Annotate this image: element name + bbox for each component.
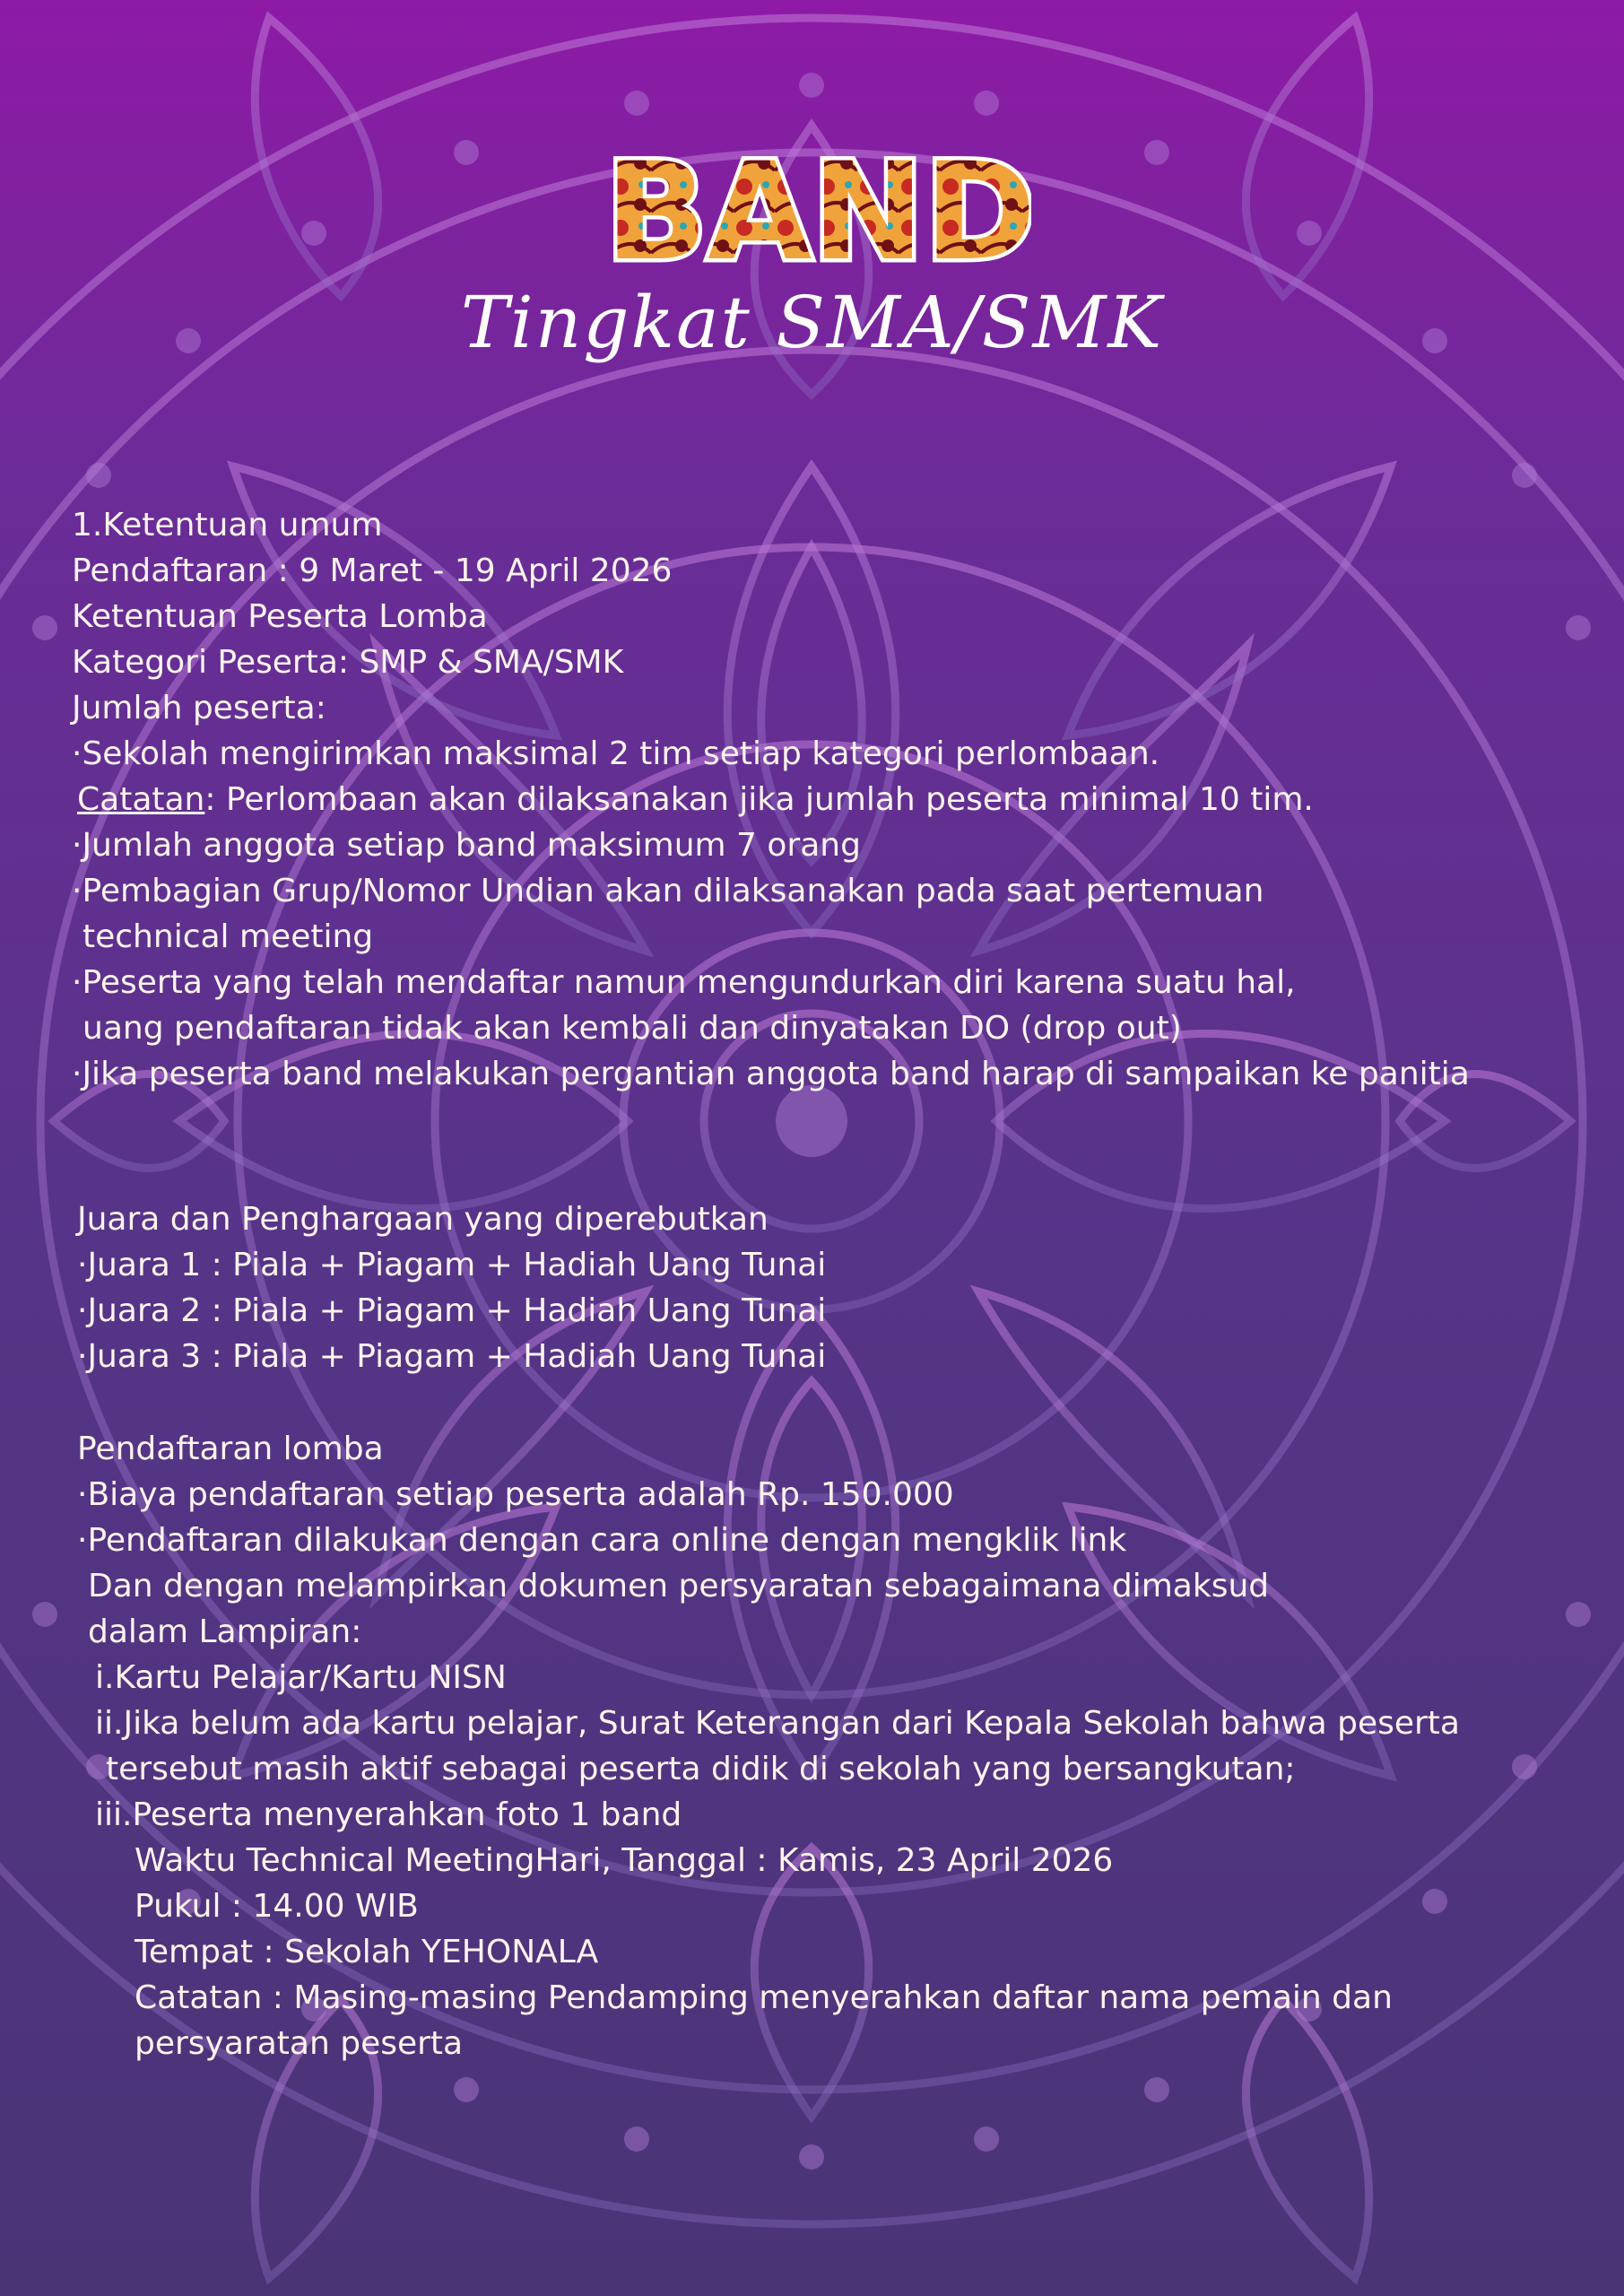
technical-meeting-place: Tempat : Sekolah YEHONALA (135, 1934, 599, 1970)
rule-item-continuation: technical meeting (83, 918, 374, 955)
award-item: ·Juara 1 : Piala + Piagam + Hadiah Uang Tunai (77, 1247, 827, 1283)
section-heading: 1.Ketentuan umum (72, 507, 383, 544)
requirement-item: i.Kartu Pelajar/Kartu NISN (95, 1659, 507, 1696)
participant-count-heading: Jumlah peserta: (72, 690, 326, 726)
rule-item: ·Pembagian Grup/Nomor Undian akan dilaksanakan pada saat pertemuan (72, 873, 1264, 909)
award-item: ·Juara 2 : Piala + Piagam + Hadiah Uang Tunai (77, 1292, 827, 1329)
rule-item: ·Jika peserta band melakukan pergantian anggota band harap di sampaikan ke panitia (72, 1056, 1470, 1092)
technical-meeting-time: Pukul : 14.00 WIB (135, 1888, 419, 1925)
page-subtitle: Tingkat SMA/SMK (460, 281, 1164, 364)
note-label: Catatan (77, 781, 205, 818)
registration-online-continuation: dalam Lampiran: (88, 1613, 362, 1650)
band-logo (610, 135, 1031, 278)
rule-item: ·Sekolah mengirimkan maksimal 2 tim setiap kategori perlombaan. (72, 735, 1160, 772)
requirement-item: ii.Jika belum ada kartu pelajar, Surat Keterangan dari Kepala Sekolah bahwa peserta (95, 1705, 1460, 1742)
registration-online: ·Pendaftaran dilakukan dengan cara online dengan mengklik link (77, 1522, 1127, 1559)
registration-heading: Pendaftaran lomba (77, 1431, 384, 1467)
requirement-item: iii.Peserta menyerahkan foto 1 band (95, 1796, 682, 1833)
final-note: Catatan : Masing-masing Pendamping menyerahkan daftar nama pemain dan (135, 1979, 1393, 2016)
rule-item-continuation: uang pendaftaran tidak akan kembali dan dinyatakan DO (drop out) (83, 1010, 1182, 1047)
note-text: : Perlombaan akan dilaksanakan jika jumlah peserta minimal 10 tim. (204, 781, 1314, 818)
technical-meeting-date: Waktu Technical MeetingHari, Tanggal : Kamis, 23 April 2026 (135, 1842, 1114, 1879)
participant-rules-heading: Ketentuan Peserta Lomba (72, 598, 488, 635)
rule-item: ·Jumlah anggota setiap band maksimum 7 orang (72, 827, 861, 864)
award-item: ·Juara 3 : Piala + Piagam + Hadiah Uang Tunai (77, 1338, 827, 1375)
participant-category: Kategori Peserta: SMP & SMA/SMK (72, 644, 624, 681)
band-logo-art (610, 135, 1031, 278)
registration-period: Pendaftaran : 9 Maret - 19 April 2026 (72, 552, 673, 589)
registration-fee: ·Biaya pendaftaran setiap peserta adalah Rp. 150.000 (77, 1476, 954, 1513)
rule-item: ·Peserta yang telah mendaftar namun mengundurkan diri karena suatu hal, (72, 964, 1296, 1001)
requirement-item-continuation: tersebut masih aktif sebagai peserta didik di sekolah yang bersangkutan; (106, 1751, 1296, 1787)
awards-heading: Juara dan Penghargaan yang diperebutkan (77, 1201, 769, 1238)
note-line (77, 777, 1314, 822)
final-note-continuation: persyaratan peserta (135, 2025, 464, 2062)
logo-text: BAND (610, 135, 1031, 278)
registration-online-continuation: Dan dengan melampirkan dokumen persyaratan sebagaimana dimaksud (88, 1568, 1270, 1605)
